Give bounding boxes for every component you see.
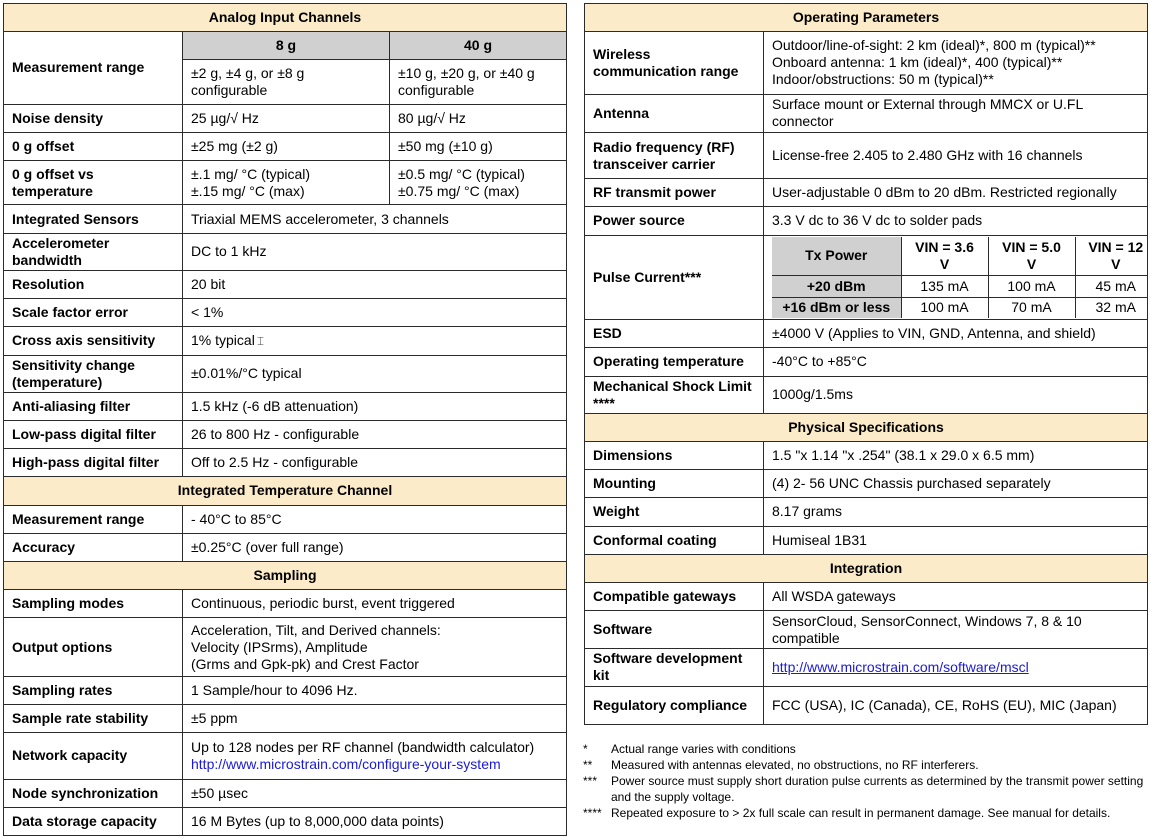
spec-value: 8.17 grams: [764, 498, 1148, 526]
range-8g-value: ±2 g, ±4 g, or ±8 g configurable: [183, 60, 390, 104]
power-source-value: 3.3 V dc to 36 V dc to solder pads: [764, 207, 1148, 235]
spec-value: 26 to 800 Hz - configurable: [183, 420, 567, 448]
spec-value: Humiseal 1B31: [764, 526, 1148, 554]
sdk-label: Software development kit: [585, 649, 764, 686]
shock-limit-value: 1000g/1.5ms: [764, 376, 1148, 413]
pulse-col-header: VIN = 12 V: [1075, 237, 1148, 276]
spec-label: Dimensions: [585, 441, 764, 469]
measurement-range-label: Measurement range: [4, 32, 183, 105]
esd-label: ESD: [585, 320, 764, 348]
spec-label: Cross axis sensitivity: [4, 327, 183, 355]
operating-spec-table: [584, 3, 1148, 725]
rf-power-value: User-adjustable 0 dBm to 20 dBm. Restricted regionally: [764, 179, 1148, 207]
analog-spec-table: [3, 3, 567, 836]
pulse-current-table: [772, 237, 1148, 319]
spec-value: 1% typical ⌶: [183, 327, 567, 355]
noise-40g-value: 80 µg/√ Hz: [390, 104, 567, 132]
rf-carrier-value: License-free 2.405 to 2.480 GHz with 16 channels: [764, 132, 1148, 178]
power-source-label: Power source: [585, 207, 764, 235]
antenna-label: Antenna: [585, 94, 764, 132]
col-8g-header: 8 g: [183, 32, 390, 60]
spec-label: Resolution: [4, 270, 183, 298]
sampling-modes-value: Continuous, periodic burst, event triggered: [183, 590, 567, 618]
sampling-modes-label: Sampling modes: [4, 590, 183, 618]
offset-8g-value: ±25 mg (±2 g): [183, 132, 390, 160]
gateways-value: All WSDA gateways: [764, 582, 1148, 610]
pulse-value: 70 mA: [988, 297, 1075, 318]
pulse-value: 100 mA: [901, 297, 988, 318]
spec-value: 1.5 kHz (-6 dB attenuation): [183, 392, 567, 420]
rate-stability-value: ±5 ppm: [183, 705, 567, 733]
sampling-rates-value: 1 Sample/hour to 4096 Hz.: [183, 676, 567, 704]
network-capacity-label: Network capacity: [4, 733, 183, 779]
spec-value: - 40°C to 85°C: [183, 505, 567, 533]
text-cursor-icon: ⌶: [256, 333, 265, 348]
node-sync-label: Node synchronization: [4, 779, 183, 807]
spec-label: Anti-aliasing filter: [4, 392, 183, 420]
pulse-current-cell: [764, 235, 1148, 320]
spec-label: Accelerometer bandwidth: [4, 233, 183, 270]
spec-label: High-pass digital filter: [4, 449, 183, 477]
spec-value: Triaxial MEMS accelerometer, 3 channels: [183, 205, 567, 233]
footnote: ** Measured with antennas elevated, no obstructions, no RF interferers.: [583, 758, 979, 772]
data-storage-label: Data storage capacity: [4, 807, 183, 835]
spec-value: 1.5 "x 1.14 "x .254" (38.1 x 29.0 x 6.5 mm): [764, 441, 1148, 469]
spec-label: Measurement range: [4, 505, 183, 533]
operating-parameters-header: Operating Parameters: [585, 4, 1148, 32]
pulse-row-header: +20 dBm: [772, 276, 901, 297]
pulse-value: 135 mA: [901, 276, 988, 297]
zero-g-offset-label: 0 g offset: [4, 132, 183, 160]
pulse-col-header: VIN = 3.6 V: [901, 237, 988, 276]
offset-temp-40g-value: ±0.5 mg/ °C (typical) ±0.75 mg/ °C (max): [390, 161, 567, 205]
analog-input-header: Analog Input Channels: [4, 4, 567, 32]
spec-label: Weight: [585, 498, 764, 526]
spec-label: Conformal coating: [585, 526, 764, 554]
software-value: SensorCloud, SensorConnect, Windows 7, 8 & 10 compatible: [764, 611, 1148, 649]
software-label: Software: [585, 611, 764, 649]
noise-density-label: Noise density: [4, 104, 183, 132]
rf-carrier-label: Radio frequency (RF) transceiver carrier: [585, 132, 764, 178]
spec-label: Sensitivity change (temperature): [4, 355, 183, 392]
esd-value: ±4000 V (Applies to VIN, GND, Antenna, and shield): [764, 320, 1148, 348]
network-capacity-value: Up to 128 nodes per RF channel (bandwidth calculator) http://www.microstrain.com/configure-your-system: [183, 733, 567, 779]
spec-value: ±0.25°C (over full range): [183, 533, 567, 561]
physical-specs-header: Physical Specifications: [585, 413, 1148, 441]
footnote: **** Repeated exposure to > 2x full scale can result in permanent damage. See manual for details.: [583, 806, 1111, 820]
spec-value: ±0.01%/°C typical: [183, 355, 567, 392]
rf-power-label: RF transmit power: [585, 179, 764, 207]
noise-8g-value: 25 µg/√ Hz: [183, 104, 390, 132]
pulse-row-header: +16 dBm or less: [772, 297, 901, 318]
spec-label: Low-pass digital filter: [4, 420, 183, 448]
spec-value: DC to 1 kHz: [183, 233, 567, 270]
pulse-current-label: Pulse Current***: [585, 235, 764, 320]
offset-vs-temp-label: 0 g offset vs temperature: [4, 161, 183, 205]
node-sync-value: ±50 µsec: [183, 779, 567, 807]
footnote: * Actual range varies with conditions: [583, 742, 796, 756]
antenna-value: Surface mount or External through MMCX or U.FL connector: [764, 94, 1148, 132]
spec-label: Accuracy: [4, 533, 183, 561]
rate-stability-label: Sample rate stability: [4, 705, 183, 733]
operating-temp-label: Operating temperature: [585, 348, 764, 376]
spec-value: Off to 2.5 Hz - configurable: [183, 449, 567, 477]
temperature-channel-header: Integrated Temperature Channel: [4, 477, 567, 505]
pulse-value: 100 mA: [988, 276, 1075, 297]
data-storage-value: 16 M Bytes (up to 8,000,000 data points): [183, 807, 567, 835]
shock-limit-label: Mechanical Shock Limit ****: [585, 376, 764, 413]
output-options-label: Output options: [4, 618, 183, 676]
sdk-value: [764, 649, 1148, 686]
offset-temp-8g-value: ±.1 mg/ °C (typical) ±.15 mg/ °C (max): [183, 161, 390, 205]
regulatory-label: Regulatory compliance: [585, 686, 764, 724]
operating-temp-value: -40°C to +85°C: [764, 348, 1148, 376]
spec-label: Mounting: [585, 470, 764, 498]
pulse-value: 45 mA: [1075, 276, 1148, 297]
sampling-header: Sampling: [4, 562, 567, 590]
sdk-link[interactable]: http://www.microstrain.com/software/mscl: [772, 658, 1029, 675]
output-options-value: Acceleration, Tilt, and Derived channels: Velocity (IPSrms), Amplitude (Grms and Gpk-pk) and Crest Factor: [183, 618, 567, 676]
sampling-rates-label: Sampling rates: [4, 676, 183, 704]
col-40g-header: 40 g: [390, 32, 567, 60]
configure-system-link[interactable]: http://www.microstrain.com/configure-your-system: [191, 755, 501, 772]
gateways-label: Compatible gateways: [585, 582, 764, 610]
wireless-range-value: Outdoor/line-of-sight: 2 km (ideal)*, 800 m (typical)** Onboard antenna: 1 km (ideal)*, 400 (typical)** Indoor/obstructions: 50 m (typical)**: [764, 32, 1148, 94]
pulse-col-header: Tx Power: [772, 237, 901, 276]
spec-value: < 1%: [183, 299, 567, 327]
spec-value: 20 bit: [183, 270, 567, 298]
footnotes: [583, 741, 1148, 821]
integration-header: Integration: [585, 554, 1148, 582]
wireless-range-label: Wireless communication range: [585, 32, 764, 94]
footnote: *** Power source must supply short duration pulse currents as determined by the transmit power setting and the supply voltage.: [583, 774, 1144, 804]
offset-40g-value: ±50 mg (±10 g): [390, 132, 567, 160]
spec-label: Scale factor error: [4, 299, 183, 327]
spec-value: (4) 2- 56 UNC Chassis purchased separately: [764, 470, 1148, 498]
range-40g-value: ±10 g, ±20 g, or ±40 g configurable: [390, 60, 567, 104]
spec-label: Integrated Sensors: [4, 205, 183, 233]
regulatory-value: FCC (USA), IC (Canada), CE, RoHS (EU), MIC (Japan): [764, 686, 1148, 724]
pulse-col-header: VIN = 5.0 V: [988, 237, 1075, 276]
pulse-value: 32 mA: [1075, 297, 1148, 318]
